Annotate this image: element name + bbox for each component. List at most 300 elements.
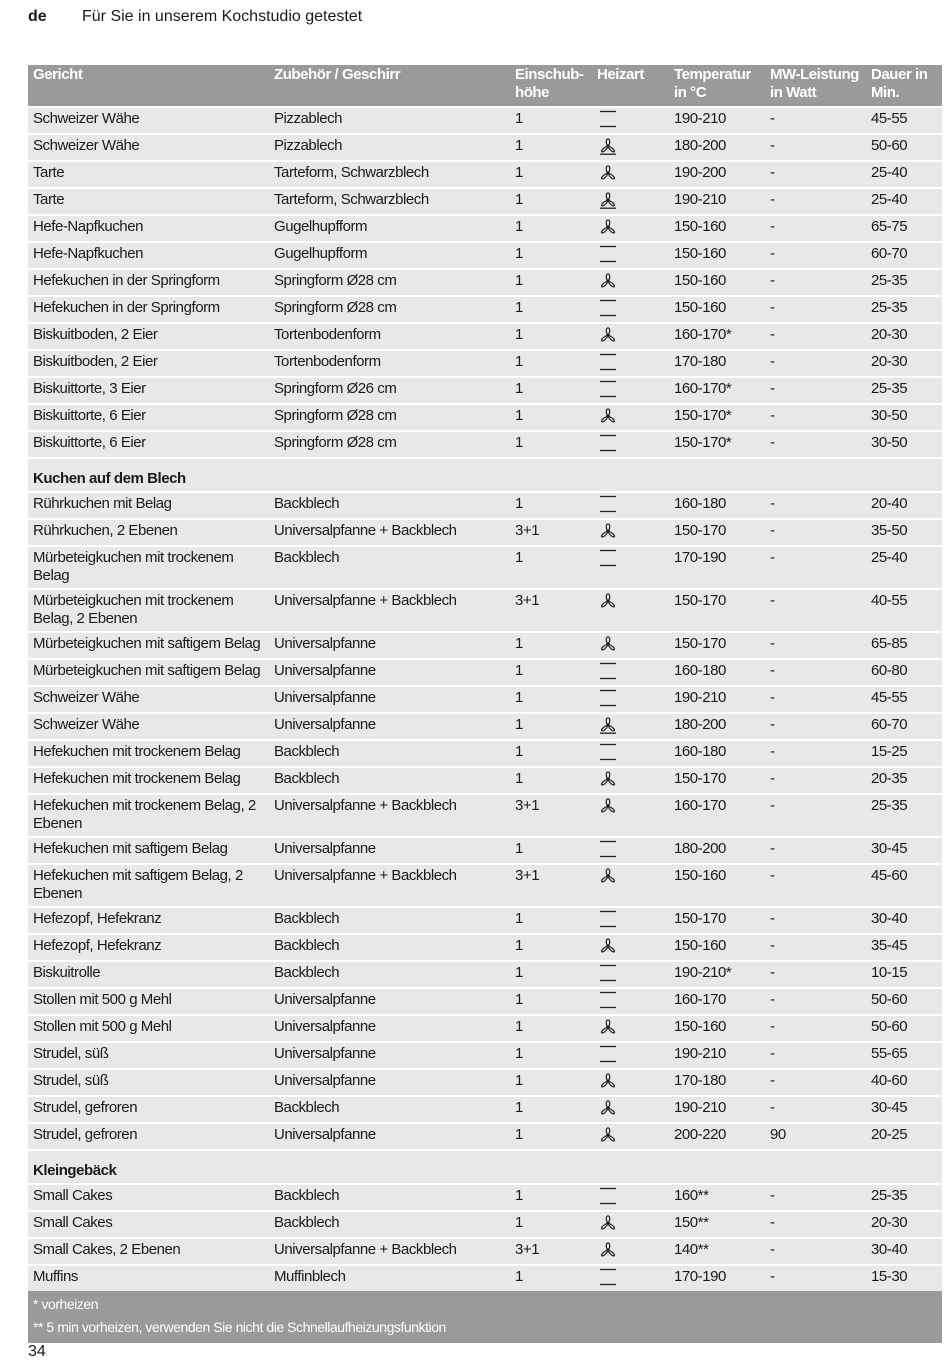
top-bottom-heat-icon (598, 1267, 618, 1287)
table-row (28, 107, 942, 134)
cell-accessory: Pizzablech (269, 107, 510, 134)
table-row (28, 767, 942, 794)
cell-temperature: 150-160 (669, 1015, 765, 1042)
cell-level: 1 (510, 350, 592, 377)
cell-level: 3+1 (510, 589, 592, 632)
cell-heat-type (592, 1265, 669, 1291)
cell-mw-power: 90 (765, 1123, 866, 1150)
table-row (28, 1211, 942, 1238)
cell-mw-power: - (765, 350, 866, 377)
footnotes (28, 1291, 942, 1343)
cell-heat-type (592, 242, 669, 269)
top-bottom-heat-icon (598, 909, 618, 929)
table-row (28, 713, 942, 740)
cell-heat-type (592, 350, 669, 377)
hot-air-icon (598, 163, 618, 183)
cell-temperature: 150-170 (669, 589, 765, 632)
cell-heat-type (592, 864, 669, 907)
cell-dish: Rührkuchen mit Belag (28, 492, 269, 519)
cell-accessory: Backblech (269, 1211, 510, 1238)
cell-duration: 15-30 (866, 1265, 942, 1291)
cell-mw-power: - (765, 864, 866, 907)
top-bottom-heat-icon (598, 548, 618, 568)
cell-dish: Biskuitboden, 2 Eier (28, 350, 269, 377)
section-heading: Kleingebäck (28, 1150, 942, 1184)
cell-mw-power: - (765, 988, 866, 1015)
hot-air-icon (598, 866, 618, 886)
cell-level: 1 (510, 161, 592, 188)
cell-level: 1 (510, 107, 592, 134)
footnote: * vorheizen (33, 1296, 99, 1312)
cell-dish: Strudel, gefroren (28, 1123, 269, 1150)
cell-accessory: Backblech (269, 1096, 510, 1123)
column-header-temperature: Temperatur in °C (669, 65, 765, 107)
cell-heat-type (592, 659, 669, 686)
cell-mw-power: - (765, 215, 866, 242)
cell-heat-type (592, 296, 669, 323)
cell-temperature: 160-180 (669, 740, 765, 767)
cell-level: 1 (510, 377, 592, 404)
hot-air-icon (598, 217, 618, 237)
cell-temperature: 150-170 (669, 907, 765, 934)
cell-accessory: Gugelhupfform (269, 215, 510, 242)
section-heading-row (28, 458, 942, 492)
cell-duration: 30-40 (866, 907, 942, 934)
language-code: de (28, 8, 47, 25)
cell-dish: Mürbeteigkuchen mit saftigem Belag (28, 632, 269, 659)
top-bottom-heat-icon (598, 352, 618, 372)
cell-level: 1 (510, 134, 592, 161)
hot-air-icon (598, 1017, 618, 1037)
cell-temperature: 140** (669, 1238, 765, 1265)
top-bottom-heat-icon (598, 379, 618, 399)
cell-accessory: Springform Ø28 cm (269, 269, 510, 296)
cell-accessory: Universalpfanne + Backblech (269, 589, 510, 632)
table-row (28, 1069, 942, 1096)
cell-accessory: Springform Ø26 cm (269, 377, 510, 404)
table-row (28, 215, 942, 242)
cell-heat-type (592, 1184, 669, 1211)
cell-temperature: 190-210 (669, 107, 765, 134)
footnote: ** 5 min vorheizen, verwenden Sie nicht die Schnellaufheizungsfunktion (33, 1319, 446, 1335)
cell-accessory: Universalpfanne + Backblech (269, 794, 510, 837)
table-row (28, 907, 942, 934)
hot-air-icon (598, 769, 618, 789)
cell-dish: Hefekuchen mit trockenem Belag (28, 740, 269, 767)
cell-temperature: 190-200 (669, 161, 765, 188)
table-row (28, 1042, 942, 1069)
cell-mw-power: - (765, 1069, 866, 1096)
cell-accessory: Springform Ø28 cm (269, 296, 510, 323)
table-row (28, 134, 942, 161)
cell-mw-power: - (765, 107, 866, 134)
hot-air-icon (598, 521, 618, 541)
table-row (28, 1265, 942, 1291)
cell-mw-power: - (765, 377, 866, 404)
cell-duration: 30-40 (866, 1238, 942, 1265)
cell-duration: 45-55 (866, 107, 942, 134)
cell-level: 1 (510, 546, 592, 589)
table-row (28, 519, 942, 546)
column-header-heat: Heizart (592, 65, 669, 107)
cell-dish: Hefezopf, Hefekranz (28, 907, 269, 934)
cell-temperature: 160-180 (669, 659, 765, 686)
cell-heat-type (592, 1096, 669, 1123)
cell-duration: 25-35 (866, 296, 942, 323)
cell-dish: Mürbeteigkuchen mit trockenem Belag (28, 546, 269, 589)
table-row (28, 323, 942, 350)
cell-mw-power: - (765, 934, 866, 961)
cell-level: 1 (510, 1042, 592, 1069)
cell-duration: 25-35 (866, 377, 942, 404)
hot-air-icon (598, 796, 618, 816)
cell-mw-power: - (765, 1211, 866, 1238)
cell-level: 1 (510, 1265, 592, 1291)
cell-dish: Tarte (28, 161, 269, 188)
hot-air-icon (598, 1071, 618, 1091)
top-bottom-heat-icon (598, 990, 618, 1010)
cell-mw-power: - (765, 161, 866, 188)
top-bottom-heat-icon (598, 742, 618, 762)
cell-temperature: 160** (669, 1184, 765, 1211)
cell-dish: Hefekuchen mit saftigem Belag (28, 837, 269, 864)
cell-temperature: 150-170 (669, 519, 765, 546)
table-row (28, 242, 942, 269)
cell-temperature: 150** (669, 1211, 765, 1238)
table-row (28, 1238, 942, 1265)
cell-accessory: Tarteform, Schwarzblech (269, 188, 510, 215)
cell-duration: 25-35 (866, 269, 942, 296)
cell-level: 1 (510, 1015, 592, 1042)
cell-temperature: 190-210* (669, 961, 765, 988)
pizza-setting-icon (598, 136, 618, 156)
cell-temperature: 160-170* (669, 377, 765, 404)
section-heading: Kuchen auf dem Blech (28, 458, 942, 492)
page-header-title: Für Sie in unserem Kochstudio getestet (82, 8, 363, 25)
cell-level: 1 (510, 907, 592, 934)
top-bottom-heat-icon (598, 1186, 618, 1206)
top-bottom-heat-icon (598, 839, 618, 859)
cell-mw-power: - (765, 1015, 866, 1042)
cell-heat-type (592, 589, 669, 632)
cell-temperature: 150-170* (669, 404, 765, 431)
cell-duration: 60-80 (866, 659, 942, 686)
table-body (28, 107, 942, 1291)
table-row (28, 546, 942, 589)
cell-duration: 45-60 (866, 864, 942, 907)
cell-duration: 50-60 (866, 988, 942, 1015)
hot-air-icon (598, 1125, 618, 1145)
cell-temperature: 160-170* (669, 323, 765, 350)
cell-mw-power: - (765, 188, 866, 215)
cell-accessory: Universalpfanne (269, 837, 510, 864)
cell-duration: 35-45 (866, 934, 942, 961)
cell-duration: 65-85 (866, 632, 942, 659)
table-row (28, 161, 942, 188)
cell-accessory: Gugelhupfform (269, 242, 510, 269)
cell-mw-power: - (765, 431, 866, 458)
table-row (28, 794, 942, 837)
cell-mw-power: - (765, 907, 866, 934)
cell-heat-type (592, 134, 669, 161)
cell-accessory: Tortenbodenform (269, 350, 510, 377)
cell-duration: 20-40 (866, 492, 942, 519)
cell-duration: 35-50 (866, 519, 942, 546)
hot-air-icon (598, 406, 618, 426)
top-bottom-heat-icon (598, 1044, 618, 1064)
cell-level: 1 (510, 767, 592, 794)
cell-heat-type (592, 188, 669, 215)
table-row (28, 269, 942, 296)
cell-mw-power: - (765, 589, 866, 632)
cell-heat-type (592, 1238, 669, 1265)
cell-dish: Hefezopf, Hefekranz (28, 934, 269, 961)
cell-heat-type (592, 837, 669, 864)
cell-duration: 55-65 (866, 1042, 942, 1069)
cell-duration: 20-30 (866, 1211, 942, 1238)
cell-level: 1 (510, 269, 592, 296)
cell-temperature: 170-180 (669, 350, 765, 377)
hot-air-icon (598, 1213, 618, 1233)
table-header-row (28, 65, 942, 107)
cell-heat-type (592, 546, 669, 589)
cell-accessory: Backblech (269, 546, 510, 589)
cell-temperature: 150-160 (669, 296, 765, 323)
cell-accessory: Universalpfanne (269, 632, 510, 659)
cell-temperature: 200-220 (669, 1123, 765, 1150)
hot-air-icon (598, 1240, 618, 1260)
cell-mw-power: - (765, 632, 866, 659)
cell-heat-type (592, 907, 669, 934)
column-header-mw-power: MW-Leistung in Watt (765, 65, 866, 107)
hot-air-icon (598, 591, 618, 611)
cell-temperature: 150-170* (669, 431, 765, 458)
cell-duration: 25-35 (866, 1184, 942, 1211)
table-row (28, 404, 942, 431)
cell-dish: Strudel, süß (28, 1069, 269, 1096)
cell-mw-power: - (765, 659, 866, 686)
top-bottom-heat-icon (598, 298, 618, 318)
pizza-setting-icon (598, 715, 618, 735)
cell-accessory: Universalpfanne (269, 713, 510, 740)
section-heading-row (28, 1150, 942, 1184)
cell-temperature: 180-200 (669, 837, 765, 864)
cell-heat-type (592, 934, 669, 961)
cell-heat-type (592, 794, 669, 837)
cell-mw-power: - (765, 961, 866, 988)
cell-level: 1 (510, 1096, 592, 1123)
cell-duration: 20-25 (866, 1123, 942, 1150)
cell-temperature: 170-180 (669, 1069, 765, 1096)
cell-dish: Hefe-Napfkuchen (28, 215, 269, 242)
table-row (28, 1015, 942, 1042)
table-row (28, 988, 942, 1015)
cell-heat-type (592, 377, 669, 404)
recipe-table (28, 65, 942, 1343)
cell-accessory: Pizzablech (269, 134, 510, 161)
cell-temperature: 150-170 (669, 767, 765, 794)
cell-duration: 15-25 (866, 740, 942, 767)
cell-temperature: 160-170 (669, 794, 765, 837)
cell-heat-type (592, 431, 669, 458)
cell-level: 1 (510, 296, 592, 323)
cell-heat-type (592, 269, 669, 296)
hot-air-icon (598, 1098, 618, 1118)
table-row (28, 632, 942, 659)
cell-level: 1 (510, 632, 592, 659)
cell-level: 1 (510, 659, 592, 686)
cell-heat-type (592, 632, 669, 659)
cell-mw-power: - (765, 767, 866, 794)
cell-duration: 45-55 (866, 686, 942, 713)
cell-heat-type (592, 1123, 669, 1150)
table-row (28, 188, 942, 215)
hot-air-icon (598, 936, 618, 956)
cell-mw-power: - (765, 794, 866, 837)
cell-heat-type (592, 519, 669, 546)
cell-duration: 25-35 (866, 794, 942, 837)
cell-dish: Hefekuchen mit trockenem Belag (28, 767, 269, 794)
column-header-dish: Gericht (28, 65, 269, 107)
cell-temperature: 150-160 (669, 269, 765, 296)
cell-duration: 25-40 (866, 188, 942, 215)
cell-mw-power: - (765, 492, 866, 519)
cell-duration: 25-40 (866, 161, 942, 188)
cell-accessory: Universalpfanne (269, 1069, 510, 1096)
cell-mw-power: - (765, 546, 866, 589)
cell-dish: Hefe-Napfkuchen (28, 242, 269, 269)
cell-accessory: Universalpfanne + Backblech (269, 519, 510, 546)
cell-dish: Small Cakes, 2 Ebenen (28, 1238, 269, 1265)
cell-mw-power: - (765, 242, 866, 269)
cell-dish: Hefekuchen in der Springform (28, 296, 269, 323)
cell-level: 3+1 (510, 864, 592, 907)
cell-mw-power: - (765, 686, 866, 713)
column-header-level: Einschub- höhe (510, 65, 592, 107)
cell-temperature: 150-160 (669, 864, 765, 907)
cell-level: 1 (510, 837, 592, 864)
cell-accessory: Universalpfanne (269, 1042, 510, 1069)
cell-heat-type (592, 740, 669, 767)
hot-air-icon (598, 634, 618, 654)
top-bottom-heat-icon (598, 433, 618, 453)
cell-mw-power: - (765, 837, 866, 864)
top-bottom-heat-icon (598, 494, 618, 514)
cell-temperature: 190-210 (669, 1042, 765, 1069)
cell-mw-power: - (765, 269, 866, 296)
cell-accessory: Universalpfanne + Backblech (269, 1238, 510, 1265)
cell-duration: 30-50 (866, 404, 942, 431)
cell-accessory: Universalpfanne (269, 1123, 510, 1150)
cell-temperature: 170-190 (669, 1265, 765, 1291)
cell-level: 1 (510, 188, 592, 215)
cell-heat-type (592, 767, 669, 794)
cell-dish: Schweizer Wähe (28, 686, 269, 713)
cell-mw-power: - (765, 713, 866, 740)
hot-air-icon (598, 325, 618, 345)
cell-accessory: Tortenbodenform (269, 323, 510, 350)
cell-mw-power: - (765, 740, 866, 767)
cell-level: 1 (510, 242, 592, 269)
cell-heat-type (592, 713, 669, 740)
table-row (28, 864, 942, 907)
table-row (28, 1096, 942, 1123)
cell-duration: 50-60 (866, 134, 942, 161)
cell-dish: Hefekuchen mit saftigem Belag, 2 Ebenen (28, 864, 269, 907)
table-row (28, 377, 942, 404)
cell-level: 1 (510, 404, 592, 431)
cell-accessory: Backblech (269, 492, 510, 519)
cell-duration: 40-55 (866, 589, 942, 632)
cell-dish: Schweizer Wähe (28, 107, 269, 134)
cell-duration: 65-75 (866, 215, 942, 242)
page-number: 34 (28, 1343, 46, 1360)
cell-accessory: Universalpfanne + Backblech (269, 864, 510, 907)
cell-level: 1 (510, 961, 592, 988)
cell-temperature: 180-200 (669, 713, 765, 740)
cell-duration: 30-45 (866, 1096, 942, 1123)
cell-duration: 30-50 (866, 431, 942, 458)
cell-temperature: 190-210 (669, 188, 765, 215)
table-row (28, 492, 942, 519)
cell-accessory: Backblech (269, 934, 510, 961)
cell-duration: 50-60 (866, 1015, 942, 1042)
cell-duration: 20-35 (866, 767, 942, 794)
cell-duration: 20-30 (866, 323, 942, 350)
cell-mw-power: - (765, 1265, 866, 1291)
top-bottom-heat-icon (598, 661, 618, 681)
cell-duration: 20-30 (866, 350, 942, 377)
table-row (28, 350, 942, 377)
cell-temperature: 170-190 (669, 546, 765, 589)
cell-dish: Biskuitboden, 2 Eier (28, 323, 269, 350)
cell-heat-type (592, 323, 669, 350)
cell-level: 3+1 (510, 519, 592, 546)
cell-temperature: 150-160 (669, 215, 765, 242)
cell-level: 1 (510, 1184, 592, 1211)
cell-dish: Strudel, süß (28, 1042, 269, 1069)
cell-accessory: Backblech (269, 961, 510, 988)
cell-dish: Biskuitrolle (28, 961, 269, 988)
cell-mw-power: - (765, 1184, 866, 1211)
cell-mw-power: - (765, 519, 866, 546)
cell-dish: Biskuittorte, 3 Eier (28, 377, 269, 404)
column-header-duration: Dauer in Min. (866, 65, 942, 107)
cell-dish: Biskuittorte, 6 Eier (28, 431, 269, 458)
hot-air-icon (598, 271, 618, 291)
top-bottom-heat-icon (598, 244, 618, 264)
cell-duration: 30-45 (866, 837, 942, 864)
table-row (28, 934, 942, 961)
cell-accessory: Backblech (269, 767, 510, 794)
cell-dish: Schweizer Wähe (28, 713, 269, 740)
cell-dish: Rührkuchen, 2 Ebenen (28, 519, 269, 546)
cell-duration: 60-70 (866, 713, 942, 740)
cell-dish: Strudel, gefroren (28, 1096, 269, 1123)
top-bottom-heat-icon (598, 109, 618, 129)
cell-dish: Small Cakes (28, 1184, 269, 1211)
cell-temperature: 150-160 (669, 242, 765, 269)
cell-heat-type (592, 404, 669, 431)
cell-level: 1 (510, 1069, 592, 1096)
cell-dish: Hefekuchen mit trockenem Belag, 2 Ebenen (28, 794, 269, 837)
pizza-setting-icon (598, 190, 618, 210)
cell-accessory: Springform Ø28 cm (269, 431, 510, 458)
cell-duration: 25-40 (866, 546, 942, 589)
cell-temperature: 150-170 (669, 632, 765, 659)
cell-level: 1 (510, 1123, 592, 1150)
cell-heat-type (592, 1042, 669, 1069)
